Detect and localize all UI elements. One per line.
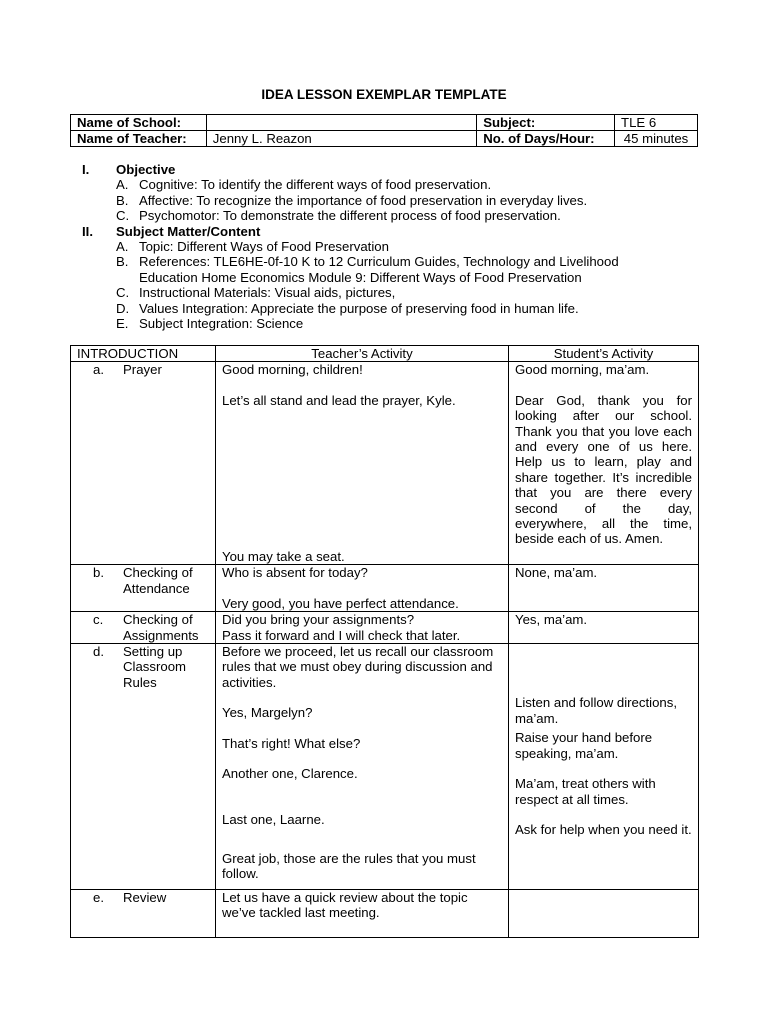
table-row-prayer xyxy=(71,362,699,565)
item-letter: A. xyxy=(116,177,129,193)
row-letter: c. xyxy=(93,612,104,628)
student-activity-cell xyxy=(509,644,699,890)
days-value: 45 minutes xyxy=(615,131,698,147)
objective-heading-row xyxy=(70,162,698,177)
table-row-assignments xyxy=(71,612,699,644)
teacher-line: Last one, Laarne. xyxy=(222,812,325,828)
teacher-activity-cell xyxy=(216,565,509,612)
page-title: IDEA LESSON EXEMPLAR TEMPLATE xyxy=(261,87,507,102)
school-label: Name of School: xyxy=(71,115,207,131)
item-letter: E. xyxy=(116,315,129,331)
student-line: Ask for help when you need it. xyxy=(515,822,692,838)
teacher-line: That’s right! What else? xyxy=(222,735,361,751)
table-header-row xyxy=(71,346,699,362)
teacher-activity-header: Teacher’s Activity xyxy=(216,346,509,362)
student-line: Ma’am, treat others with respect at all times. xyxy=(515,776,656,808)
teacher-line: Yes, Margelyn? xyxy=(222,705,313,721)
student-line: None, ma’am. xyxy=(515,565,598,581)
row-label-cell xyxy=(71,565,216,612)
item-text: Cognitive: To identify the different ways of food preservation. xyxy=(139,177,492,193)
objective-item xyxy=(70,208,698,223)
school-value xyxy=(206,115,476,131)
teacher-label: Name of Teacher: xyxy=(71,131,207,147)
days-label: No. of Days/Hour: xyxy=(477,131,615,147)
teacher-activity-cell xyxy=(216,890,509,938)
row-label: Setting up Classroom Rules xyxy=(123,644,187,690)
teacher-value: Jenny L. Reazon xyxy=(206,131,476,147)
lesson-info-table xyxy=(70,114,698,147)
row-label-cell xyxy=(71,890,216,938)
student-activity-cell xyxy=(509,362,699,565)
student-prayer-text: Dear God, thank you for looking after our school. Thank you that you love each and every one of us here. Help us to learn, play and share together. It’s incredible that you are there every second of the day, everywhere, all the time, beside each of us. Amen. xyxy=(515,392,692,547)
teacher-line: You may take a seat. xyxy=(222,549,345,564)
teacher-line: Good morning, children! xyxy=(222,362,363,378)
teacher-line: Great job, those are the rules that you must follow. xyxy=(222,850,476,882)
row-letter: b. xyxy=(93,565,104,581)
row-label: Checking of Assignments xyxy=(123,612,199,643)
item-letter: D. xyxy=(116,300,130,316)
item-letter: B. xyxy=(116,254,129,270)
student-activity-cell xyxy=(509,565,699,612)
teacher-line: Another one, Clarence. xyxy=(222,766,358,782)
section-number: II. xyxy=(82,223,93,239)
row-label-cell xyxy=(71,612,216,644)
teacher-activity-cell xyxy=(216,612,509,644)
item-letter: C. xyxy=(116,208,130,224)
objective-item xyxy=(70,177,698,192)
student-activity-cell xyxy=(509,612,699,644)
subject-matter-item xyxy=(70,301,698,316)
subject-matter-heading: Subject Matter/Content xyxy=(116,223,261,239)
row-letter: e. xyxy=(93,890,104,906)
subject-matter-item-continued xyxy=(70,270,698,285)
introduction-header: INTRODUCTION xyxy=(71,346,216,362)
info-row-school xyxy=(71,115,698,131)
student-line: Raise your hand before speaking, ma’am. xyxy=(515,730,653,762)
table-row-review xyxy=(71,890,699,938)
lesson-procedure-table xyxy=(70,345,699,938)
teacher-activity-cell xyxy=(216,644,509,890)
item-text: Instructional Materials: Visual aids, pictures, xyxy=(139,285,396,301)
teacher-line: Let’s all stand and lead the prayer, Kyle. xyxy=(222,392,456,408)
teacher-line: Pass it forward and I will check that later. xyxy=(222,627,461,643)
objective-item xyxy=(70,193,698,208)
row-label: Checking of Attendance xyxy=(123,565,193,596)
item-text: Psychomotor: To demonstrate the different process of food preservation. xyxy=(139,208,561,224)
subject-matter-item xyxy=(70,254,698,269)
info-row-teacher xyxy=(71,131,698,147)
subject-matter-item xyxy=(70,239,698,254)
subject-matter-heading-row xyxy=(70,224,698,239)
item-letter: C. xyxy=(116,285,130,301)
student-activity-header: Student’s Activity xyxy=(509,346,699,362)
row-label-cell xyxy=(71,362,216,565)
row-letter: d. xyxy=(93,644,104,660)
teacher-line: Did you bring your assignments? xyxy=(222,612,415,628)
subject-label: Subject: xyxy=(477,115,615,131)
student-line: Listen and follow directions, ma’am. xyxy=(515,695,678,727)
row-label: Prayer xyxy=(123,362,162,378)
student-line: Good morning, ma’am. xyxy=(515,362,650,378)
item-text: References: TLE6HE-0f-10 K to 12 Curriculum Guides, Technology and Livelihood xyxy=(139,254,619,270)
item-text: Values Integration: Appreciate the purpose of preserving food in human life. xyxy=(139,300,579,316)
row-letter: a. xyxy=(93,362,104,378)
item-text: Affective: To recognize the importance of food preservation in everyday lives. xyxy=(139,192,588,208)
item-letter: B. xyxy=(116,192,129,208)
subject-matter-item xyxy=(70,316,698,331)
item-text: Education Home Economics Module 9: Different Ways of Food Preservation xyxy=(139,269,582,285)
teacher-line: Who is absent for today? xyxy=(222,565,368,581)
item-text: Topic: Different Ways of Food Preservation xyxy=(139,238,389,254)
row-label-cell xyxy=(71,644,216,890)
table-row-classroom-rules xyxy=(71,644,699,890)
item-letter: A. xyxy=(116,238,129,254)
teacher-line: Before we proceed, let us recall our classroom rules that we must obey during discussion and activities. xyxy=(222,644,494,690)
subject-matter-item xyxy=(70,285,698,300)
student-line: Yes, ma’am. xyxy=(515,612,588,628)
table-row-attendance xyxy=(71,565,699,612)
student-activity-cell xyxy=(509,890,699,938)
item-text: Subject Integration: Science xyxy=(139,315,304,331)
section-number: I. xyxy=(82,162,90,177)
teacher-line: Very good, you have perfect attendance. xyxy=(222,595,459,611)
objective-heading: Objective xyxy=(116,162,176,177)
subject-value: TLE 6 xyxy=(615,115,698,131)
lesson-outline xyxy=(70,162,698,331)
row-label: Review xyxy=(123,890,167,906)
teacher-line: Let us have a quick review about the topic we’ve tackled last meeting. xyxy=(222,890,468,921)
teacher-activity-cell xyxy=(216,362,509,565)
